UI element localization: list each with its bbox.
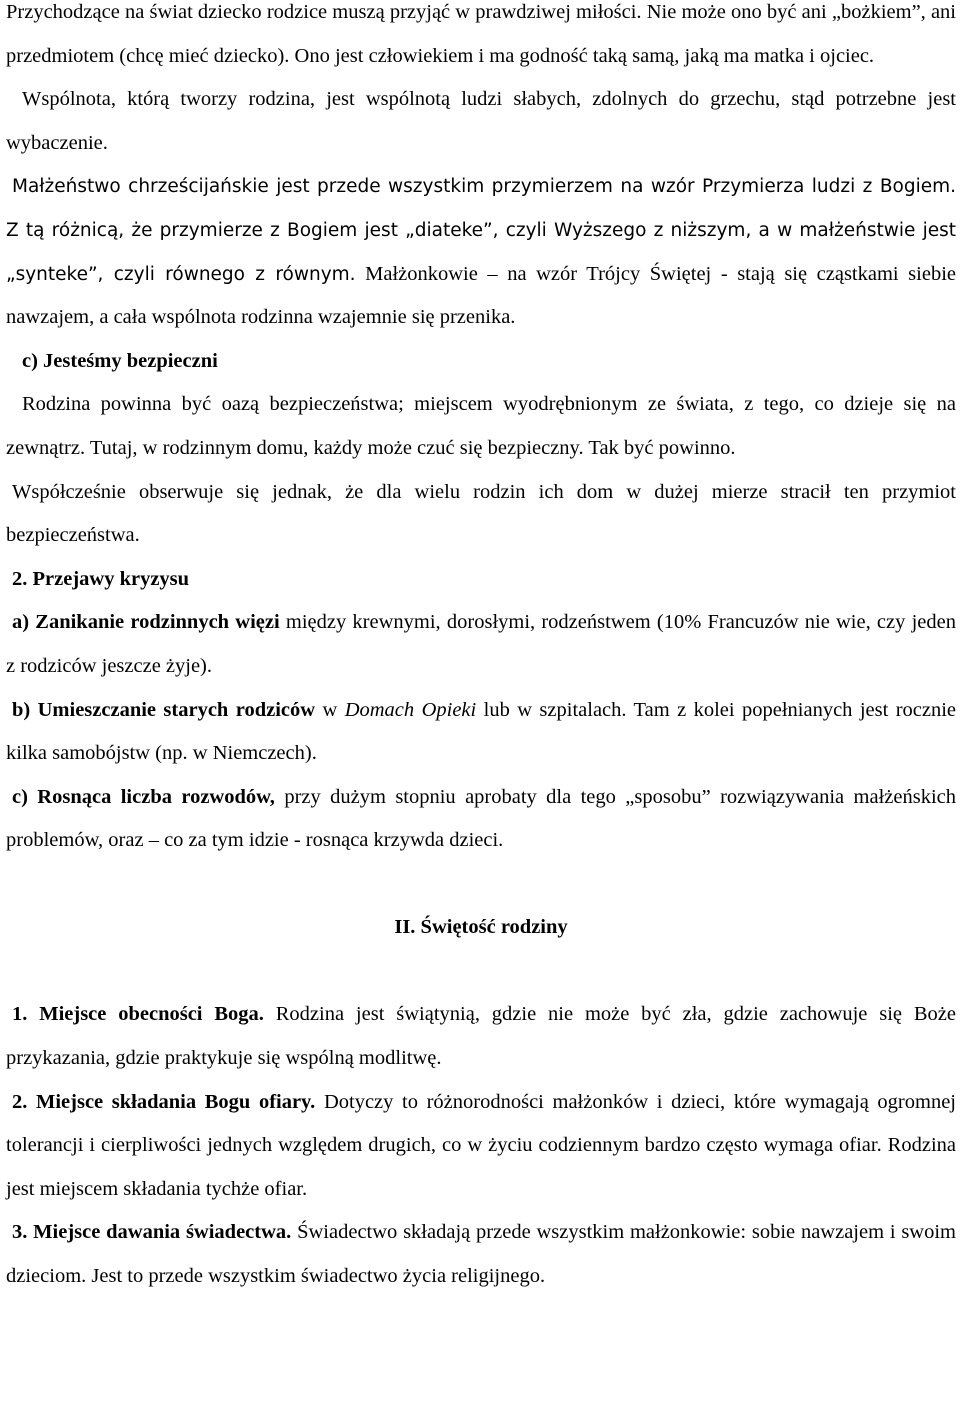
paragraph-oasis: Rodzina powinna być oazą bezpieczeństwa; miejscem wyodrębnionym ze świata, z tego, co dzieje się na zewnątrz. Tutaj, w rodzinnym domu, każdy może czuć się bezpieczny. Tak być powinno. [6, 393, 956, 459]
paragraph-forgiveness: Wspólnota, którą tworzy rodzina, jest wspólnotą ludzi słabych, zdolnych do grzechu, stąd potrzebne jest wybaczenie. [6, 88, 956, 154]
item-2-title: 2. Miejsce składania Bogu ofiary. [12, 1090, 316, 1113]
covenant-text: Małżeństwo chrześcijańskie jest przede wszystkim przymierzem na wzór Przymierza ludzi z Bogiem. Z tą różnicą, że przymierze z Bogiem jest „diateke”, czyli Wyższego z niższym, a w małżeństwie jest „synteke”, czyli równego z równym. [6, 176, 956, 285]
paragraph-child-acceptance: Przychodzące na świat dziecko rodzice muszą przyjąć w prawdziwej miłości. Nie może ono być ani „bożkiem”, ani przedmiotem (chcę mieć dziecko). Ono jest człowiekiem i ma godność taką samą, jaką ma matka i ojciec. [6, 1, 956, 67]
paragraph-modern-loss: Współcześnie obserwuje się jednak, że dla wielu rodzin ich dom w dużej mierze stracił ten przymiot bezpieczeństwa. [6, 480, 956, 547]
heading-crisis: 2. Przejawy kryzysu [12, 567, 190, 590]
item-2-sacrifice: 2. Miejsce składania Bogu ofiary. Dotyczy to różnorodności małżonków i dzieci, które wymagają ogromnej tolerancji i cierpliwości jednych względem drugich, co w życiu codziennym bardzo często wymaga ofiar. Rodzina jest miejscem składania tychże ofiar. [6, 1090, 956, 1200]
item-a-bonds: a) Zanikanie rodzinnych więzi między krewnymi, dorosłymi, rodzeństwem (10% Francuzów nie wie, czy jeden z rodziców jeszcze żyje). [6, 611, 956, 677]
item-b-title: b) Umieszczanie starych rodziców [12, 698, 316, 721]
item-1-title: 1. Miejsce obecności Boga. [12, 1003, 264, 1026]
paragraph-covenant [6, 165, 956, 339]
section-heading-holiness: II. Świętość rodziny [394, 915, 568, 938]
item-1-presence: 1. Miejsce obecności Boga. Rodzina jest świątynią, gdzie nie może być zła, gdzie zachowuje się Boże przykazania, gdzie praktykuje się wspólną modlitwę. [6, 1003, 957, 1070]
item-c-title: c) Rosnąca liczba rozwodów, [12, 785, 275, 808]
item-c-divorces: c) Rosnąca liczba rozwodów, przy dużym stopniu aprobaty dla tego „sposobu” rozwiązywania małżeńskich problemów, oraz – co za tym idzie - rosnąca krzywda dzieci. [6, 785, 956, 852]
spacer [6, 863, 956, 906]
item-a-title: a) Zanikanie rodzinnych więzi [12, 611, 280, 634]
item-3-testimony: 3. Miejsce dawania świadectwa. Świadectwo składają przede wszystkim małżonkowie: sobie nawzajem i swoim dzieciom. Jest to przede wszystkim świadectwo życia religijnego. [6, 1221, 956, 1288]
heading-safety: c) Jesteśmy bezpieczni [22, 349, 218, 372]
item-b-parents: b) Umieszczanie starych rodziców w Domach Opieki lub w szpitalach. Tam z kolei popełnianych jest rocznie kilka samobójstw (np. w Niemczech). [6, 698, 957, 765]
spacer [6, 949, 956, 993]
item-3-title: 3. Miejsce dawania świadectwa. [12, 1221, 292, 1244]
trinity-text: Małżonkowie – na wzór Trójcy Świętej - stają się cząstkami siebie nawzajem, a cała wspólnota rodzinna wzajemnie się przenika. [6, 262, 956, 329]
